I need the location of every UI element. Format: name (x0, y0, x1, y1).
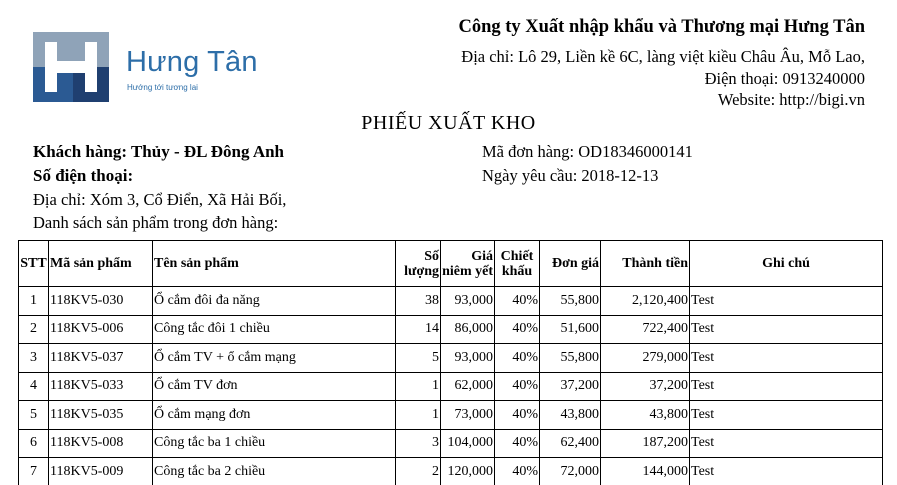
header-list-price-line1: Giá (471, 248, 493, 264)
cell-list-price: 93,000 (441, 344, 495, 373)
cell-quantity: 1 (396, 372, 441, 401)
cell-unit-price: 55,800 (540, 344, 601, 373)
table-row (19, 287, 883, 316)
header-quantity-line1: Số (424, 248, 439, 264)
cell-note: Test (690, 315, 883, 344)
cell-quantity: 3 (396, 429, 441, 458)
cell-unit-price: 37,200 (540, 372, 601, 401)
company-name: Công ty Xuất nhập khẩu và Thương mại Hưng Tân (458, 17, 865, 37)
cell-discount: 40% (495, 458, 540, 485)
cell-total: 279,000 (601, 344, 690, 373)
table-row (19, 344, 883, 373)
company-website: Website: http://bigi.vn (717, 90, 865, 109)
cell-list-price: 73,000 (441, 401, 495, 430)
cell-stt: 3 (19, 344, 49, 373)
cell-quantity: 2 (396, 458, 441, 485)
table-row (19, 458, 883, 485)
table-row (19, 429, 883, 458)
cell-note: Test (690, 429, 883, 458)
hung-tan-logo-icon (33, 32, 109, 102)
header-total: Thành tiền (601, 241, 690, 287)
company-header (458, 16, 865, 111)
cell-product-code: 118KV5-009 (49, 458, 153, 485)
cell-total: 144,000 (601, 458, 690, 485)
header-discount-line1: Chiết (500, 248, 534, 264)
header-discount-line2: khấu (501, 263, 533, 279)
cell-product-name: Ổ cắm TV đơn (153, 372, 396, 401)
cell-product-code: 118KV5-035 (49, 401, 153, 430)
cell-quantity: 5 (396, 344, 441, 373)
header-list-price-line2: niêm yết (442, 263, 493, 279)
cell-product-code: 118KV5-033 (49, 372, 153, 401)
customer-name: Khách hàng: Thủy - ĐL Đông Anh (33, 142, 285, 161)
cell-unit-price: 62,400 (540, 429, 601, 458)
cell-discount: 40% (495, 429, 540, 458)
company-logo (33, 32, 273, 104)
cell-product-code: 118KV5-008 (49, 429, 153, 458)
cell-note: Test (690, 287, 883, 316)
document-title: PHIẾU XUẤT KHO (361, 112, 536, 134)
cell-discount: 40% (495, 372, 540, 401)
header-unit-price: Đơn giá (540, 241, 601, 287)
cell-stt: 7 (19, 458, 49, 485)
order-code: Mã đơn hàng: OD18346000141 (482, 142, 693, 161)
header-discount (495, 241, 540, 287)
cell-product-name: Ổ cắm mạng đơn (153, 401, 396, 430)
cell-list-price: 93,000 (441, 287, 495, 316)
cell-stt: 1 (19, 287, 49, 316)
cell-product-name: Ổ cắm đôi đa năng (153, 287, 396, 316)
cell-total: 187,200 (601, 429, 690, 458)
header-list-price (441, 241, 495, 287)
table-header-row (19, 241, 883, 287)
cell-unit-price: 43,800 (540, 401, 601, 430)
product-list-label: Danh sách sản phẩm trong đơn hàng: (33, 213, 279, 232)
cell-total: 43,800 (601, 401, 690, 430)
cell-discount: 40% (495, 401, 540, 430)
cell-product-name: Công tắc ba 1 chiều (153, 429, 396, 458)
cell-note: Test (690, 458, 883, 485)
table-row (19, 401, 883, 430)
cell-product-name: Công tắc ba 2 chiều (153, 458, 396, 485)
company-address: Địa chỉ: Lô 29, Liền kề 6C, làng việt kiều Châu Âu, Mỗ Lao, (461, 47, 865, 66)
customer-address: Địa chỉ: Xóm 3, Cổ Điển, Xã Hải Bối, (33, 190, 287, 209)
cell-note: Test (690, 372, 883, 401)
cell-list-price: 120,000 (441, 458, 495, 485)
header-note: Ghi chú (690, 241, 883, 287)
cell-discount: 40% (495, 344, 540, 373)
cell-quantity: 14 (396, 315, 441, 344)
cell-product-code: 118KV5-006 (49, 315, 153, 344)
customer-phone: Số điện thoại: (33, 166, 134, 185)
cell-quantity: 1 (396, 401, 441, 430)
cell-discount: 40% (495, 315, 540, 344)
request-date: Ngày yêu cầu: 2018-12-13 (482, 166, 659, 185)
cell-product-code: 118KV5-037 (49, 344, 153, 373)
table-row (19, 372, 883, 401)
cell-stt: 6 (19, 429, 49, 458)
cell-unit-price: 55,800 (540, 287, 601, 316)
cell-list-price: 62,000 (441, 372, 495, 401)
cell-product-name: Ổ cắm TV + ổ cắm mạng (153, 344, 396, 373)
cell-unit-price: 51,600 (540, 315, 601, 344)
cell-product-name: Công tắc đôi 1 chiều (153, 315, 396, 344)
cell-total: 37,200 (601, 372, 690, 401)
cell-quantity: 38 (396, 287, 441, 316)
cell-note: Test (690, 344, 883, 373)
header-product-name: Tên sản phẩm (153, 241, 396, 287)
cell-list-price: 86,000 (441, 315, 495, 344)
items-table (18, 240, 883, 485)
header-quantity (396, 241, 441, 287)
cell-discount: 40% (495, 287, 540, 316)
cell-note: Test (690, 401, 883, 430)
brand-name: Hưng Tân (126, 46, 258, 78)
cell-list-price: 104,000 (441, 429, 495, 458)
cell-product-code: 118KV5-030 (49, 287, 153, 316)
table-row (19, 315, 883, 344)
cell-total: 2,120,400 (601, 287, 690, 316)
header-quantity-line2: lượng (404, 263, 439, 279)
cell-unit-price: 72,000 (540, 458, 601, 485)
brand-slogan: Hướng tới tương lai (127, 83, 198, 92)
header-product-code: Mã sản phẩm (49, 241, 153, 287)
cell-stt: 5 (19, 401, 49, 430)
cell-total: 722,400 (601, 315, 690, 344)
company-phone: Điện thoại: 0913240000 (704, 68, 865, 88)
header-stt: STT (19, 241, 49, 287)
cell-stt: 2 (19, 315, 49, 344)
cell-stt: 4 (19, 372, 49, 401)
